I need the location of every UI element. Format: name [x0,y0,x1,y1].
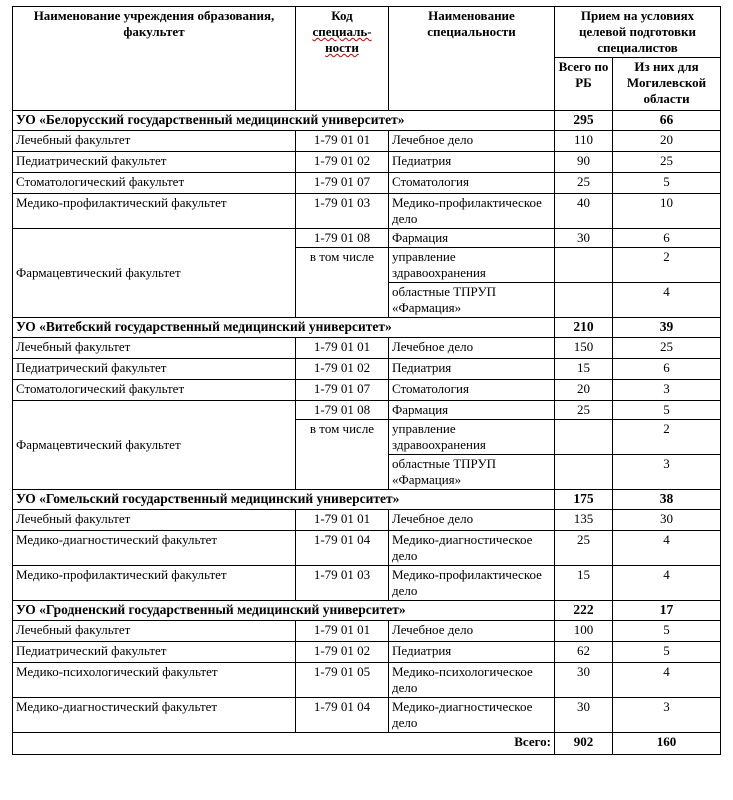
header-mogilev: Из них для Могилевской области [613,58,721,111]
mogilev-value: 4 [613,566,721,601]
faculty-row [13,131,721,152]
header-code-line1: Код [331,8,353,23]
specialty-name: Стоматология [389,380,555,401]
faculty-name: Стоматологический факультет [13,380,296,401]
specialty-name: Фармация [389,229,555,248]
mogilev-value: 2 [613,248,721,283]
specialty-name: Педиатрия [389,359,555,380]
specialty-code: 1-79 01 02 [296,642,389,663]
header-admission: Прием на условиях целевой подготовки специалистов [555,7,721,58]
specialty-code: 1-79 01 02 [296,359,389,380]
specialty-code: 1-79 01 03 [296,566,389,601]
total-rb-value: 62 [555,642,613,663]
mogilev-value: 5 [613,173,721,194]
faculty-name: Лечебный факультет [13,131,296,152]
total-rb-value: 30 [555,663,613,698]
mogilev-value: 5 [613,401,721,420]
faculty-row [13,152,721,173]
header-code-line2: специаль- [312,24,372,39]
university-name: УО «Белорусский государственный медицинский университет» [13,111,555,131]
faculty-name: Стоматологический факультет [13,173,296,194]
header-specialty: Наименование специальности [389,7,555,111]
admission-quota-table [12,6,721,755]
faculty-name: Фармацевтический факультет [13,401,296,490]
specialty-code: 1-79 01 01 [296,131,389,152]
university-row [13,111,721,131]
mogilev-value: 3 [613,455,721,490]
faculty-row [13,173,721,194]
specialty-code: 1-79 01 08 [296,229,389,248]
mogilev-value: 20 [613,131,721,152]
total-rb-value: 150 [555,338,613,359]
faculty-row [13,698,721,733]
specialty-code: 1-79 01 01 [296,621,389,642]
faculty-row [13,380,721,401]
pharmacy-row [13,401,721,420]
specialty-name: Педиатрия [389,152,555,173]
sub-label: управление здравоохранения [389,248,555,283]
specialty-name: Стоматология [389,173,555,194]
faculty-name: Лечебный факультет [13,621,296,642]
university-mogilev: 38 [613,490,721,510]
specialty-code: 1-79 01 07 [296,173,389,194]
faculty-name: Медико-психологический факультет [13,663,296,698]
university-row [13,490,721,510]
total-rb-value [555,455,613,490]
header-code-line3: ности [325,40,359,55]
header-total-rb: Всего по РБ [555,58,613,111]
total-rb-value: 110 [555,131,613,152]
university-total: 222 [555,601,613,621]
specialty-name: Медико-профилактическое дело [389,194,555,229]
specialty-name: Лечебное дело [389,338,555,359]
specialty-name: Медико-диагностическое дело [389,698,555,733]
faculty-name: Медико-профилактический факультет [13,194,296,229]
faculty-name: Медико-диагностический факультет [13,531,296,566]
specialty-name: Медико-диагностическое дело [389,531,555,566]
total-rb-value: 135 [555,510,613,531]
mogilev-value: 5 [613,642,721,663]
faculty-row [13,566,721,601]
total-rb-value: 15 [555,359,613,380]
sub-label: областные ТПРУП «Фармация» [389,283,555,318]
mogilev-value: 4 [613,283,721,318]
total-rb-value: 25 [555,531,613,566]
specialty-code: 1-79 01 04 [296,531,389,566]
sub-label: областные ТПРУП «Фармация» [389,455,555,490]
specialty-code: 1-79 01 08 [296,401,389,420]
mogilev-value: 30 [613,510,721,531]
grand-total-row [13,733,721,755]
mogilev-value: 6 [613,359,721,380]
faculty-name: Медико-профилактический факультет [13,566,296,601]
total-rb-value: 25 [555,401,613,420]
total-rb-value: 90 [555,152,613,173]
faculty-row [13,621,721,642]
mogilev-value: 4 [613,531,721,566]
mogilev-value: 25 [613,152,721,173]
grand-total-rb: 902 [555,733,613,755]
faculty-name: Лечебный факультет [13,338,296,359]
mogilev-value: 6 [613,229,721,248]
grand-total-label: Всего: [13,733,555,755]
faculty-row [13,531,721,566]
university-row [13,601,721,621]
specialty-name: Педиатрия [389,642,555,663]
specialty-name: Лечебное дело [389,621,555,642]
university-total: 210 [555,318,613,338]
total-rb-value: 25 [555,173,613,194]
mogilev-value: 10 [613,194,721,229]
faculty-row [13,359,721,380]
header-institution: Наименование учреждения образования, факультет [13,7,296,111]
specialty-name: Медико-профилактическое дело [389,566,555,601]
university-name: УО «Витебский государственный медицинский университет» [13,318,555,338]
faculty-row [13,194,721,229]
total-rb-value: 30 [555,229,613,248]
university-mogilev: 39 [613,318,721,338]
faculty-row [13,510,721,531]
faculty-row [13,663,721,698]
mogilev-value: 2 [613,420,721,455]
mogilev-value: 25 [613,338,721,359]
faculty-row [13,338,721,359]
specialty-code: 1-79 01 02 [296,152,389,173]
university-total: 295 [555,111,613,131]
total-rb-value: 40 [555,194,613,229]
including-label: в том числе [296,420,389,490]
mogilev-value: 4 [613,663,721,698]
specialty-code: 1-79 01 05 [296,663,389,698]
total-rb-value [555,283,613,318]
university-total: 175 [555,490,613,510]
total-rb-value [555,248,613,283]
university-name: УО «Гродненский государственный медицинский университет» [13,601,555,621]
faculty-name: Педиатрический факультет [13,152,296,173]
faculty-name: Фармацевтический факультет [13,229,296,318]
faculty-name: Педиатрический факультет [13,642,296,663]
header-code [296,7,389,111]
specialty-code: 1-79 01 01 [296,510,389,531]
table-body [13,111,721,755]
university-mogilev: 66 [613,111,721,131]
total-rb-value: 20 [555,380,613,401]
university-row [13,318,721,338]
mogilev-value: 5 [613,621,721,642]
pharmacy-row [13,229,721,248]
university-mogilev: 17 [613,601,721,621]
total-rb-value: 100 [555,621,613,642]
mogilev-value: 3 [613,698,721,733]
mogilev-value: 3 [613,380,721,401]
specialty-name: Фармация [389,401,555,420]
faculty-name: Медико-диагностический факультет [13,698,296,733]
specialty-code: 1-79 01 03 [296,194,389,229]
university-name: УО «Гомельский государственный медицинский университет» [13,490,555,510]
specialty-code: 1-79 01 07 [296,380,389,401]
total-rb-value: 30 [555,698,613,733]
specialty-code: 1-79 01 04 [296,698,389,733]
including-label: в том числе [296,248,389,318]
specialty-name: Медико-психологическое дело [389,663,555,698]
grand-total-mogilev: 160 [613,733,721,755]
total-rb-value [555,420,613,455]
total-rb-value: 15 [555,566,613,601]
faculty-name: Педиатрический факультет [13,359,296,380]
specialty-name: Лечебное дело [389,510,555,531]
sub-label: управление здравоохранения [389,420,555,455]
faculty-row [13,642,721,663]
specialty-name: Лечебное дело [389,131,555,152]
specialty-code: 1-79 01 01 [296,338,389,359]
faculty-name: Лечебный факультет [13,510,296,531]
